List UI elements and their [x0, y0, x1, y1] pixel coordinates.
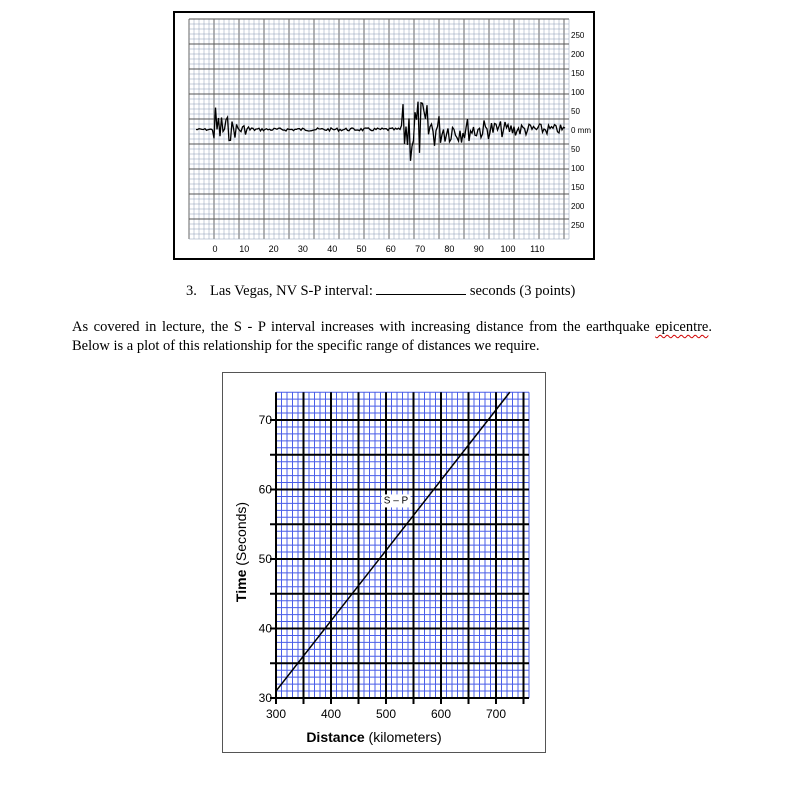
y-tick-label: 30: [258, 691, 272, 705]
seis-amp-label: 100: [571, 164, 585, 173]
seis-x-tick: 60: [385, 244, 396, 254]
seis-amp-label: 200: [571, 202, 585, 211]
question-number: 3.: [186, 283, 197, 299]
x-axis-label-rest: (kilometers): [364, 729, 442, 745]
seis-x-tick: 90: [473, 244, 484, 254]
seis-x-tick: 40: [327, 244, 338, 254]
x-tick-label: 300: [265, 707, 287, 721]
seis-x-tick: 10: [239, 244, 250, 254]
seis-amp-label: 200: [571, 50, 585, 59]
seis-amp-label: 100: [571, 88, 585, 97]
x-tick-label: 500: [375, 707, 397, 721]
seis-zero-label: 0 mm: [571, 126, 591, 135]
seis-x-tick: 80: [444, 244, 455, 254]
seis-x-tick: 0: [212, 244, 218, 254]
seis-x-tick: 70: [415, 244, 426, 254]
y-axis-label-rest: (Seconds): [233, 501, 249, 570]
seis-x-tick: 30: [297, 244, 308, 254]
x-axis-label-bold: Distance: [306, 729, 365, 745]
explanation-paragraph: [72, 318, 712, 356]
seis-amp-label: 250: [571, 31, 585, 40]
seis-x-tick: 50: [356, 244, 367, 254]
seis-amp-label: 150: [571, 183, 585, 192]
x-axis-label: [306, 729, 441, 745]
answer-blank[interactable]: [376, 282, 466, 295]
y-axis-label-bold: Time: [233, 569, 249, 603]
paragraph-line-1: As covered in lecture, the S - P interval increases with increasing distance from the earthquake: [72, 319, 650, 335]
question-prefix: Las Vegas, NV S-P interval:: [210, 283, 373, 299]
seis-amp-label: 50: [571, 145, 580, 154]
sp-interval-chart: [222, 372, 546, 754]
seis-amp-label: 250: [571, 221, 585, 230]
y-tick-label: 40: [258, 621, 272, 636]
question-suffix: seconds (3 points): [469, 283, 576, 299]
y-tick-label: 70: [258, 413, 272, 427]
spellcheck-flagged-word: epicentre: [655, 319, 709, 335]
seis-amp-label: 150: [571, 69, 585, 78]
y-tick-label: 60: [258, 482, 272, 497]
question-3: [186, 282, 575, 300]
y-tick-label: 50: [258, 552, 272, 566]
x-tick-label: 700: [485, 707, 507, 721]
x-tick-label: 400: [320, 707, 342, 721]
x-tick-label: 600: [430, 707, 452, 721]
paragraph-line-2: . Below is a plot of this relationship for the specific range of distances we require.: [72, 319, 712, 354]
seis-x-tick: 100: [500, 244, 516, 254]
series-annotation: S – P: [383, 495, 409, 507]
seis-x-tick: 110: [530, 244, 545, 254]
seis-x-tick: 20: [268, 244, 279, 254]
seismogram-figure: [173, 11, 595, 261]
seis-amp-label: 50: [571, 107, 580, 116]
y-axis-label: [233, 502, 249, 602]
